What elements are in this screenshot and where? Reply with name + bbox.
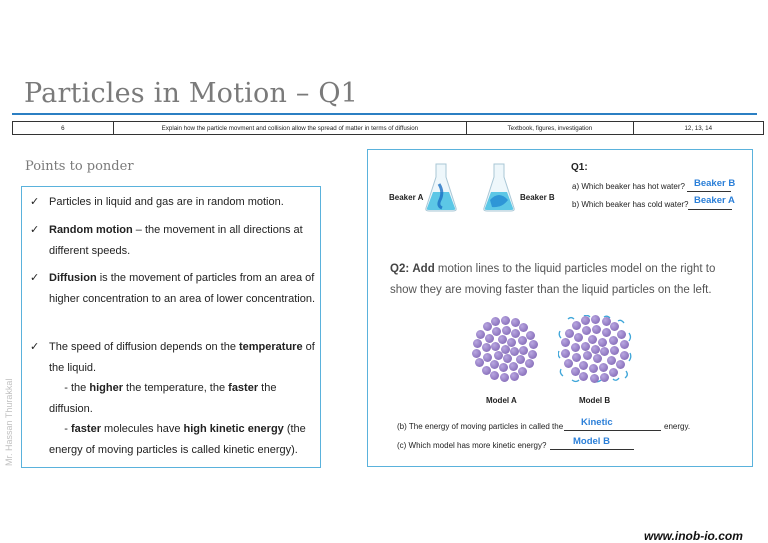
particle [526,331,535,340]
qb-answer-line [564,430,661,431]
qb-question: (b) The energy of moving particles in called the [397,422,564,431]
particle [501,316,510,325]
particle [473,339,482,348]
particle [581,316,590,325]
q2-prompt: Q2: Add motion lines to the liquid particles model on the right to show they are moving faster than the liquid particles on the left. [390,263,716,296]
particle [490,360,499,369]
particle [472,349,481,358]
particle [482,343,491,352]
objective-number: 6 [13,122,114,134]
q1a-answer-line [687,191,731,192]
qc-question: (c) Which model has more kinetic energy? [397,441,547,450]
checkmark-icon: ✓ [30,195,40,208]
particle [561,349,570,358]
particle [500,373,509,382]
particle [565,329,574,338]
particle [529,340,538,349]
q1b-answer: Beaker A [694,195,735,206]
particle [483,322,492,331]
objective-table [12,121,764,135]
points-heading: Points to ponder [25,159,134,174]
q1b-answer-line [688,209,732,210]
particle [564,359,573,368]
particle [502,326,511,335]
qc-answer-line [550,449,634,450]
particle [588,335,597,344]
particle [598,338,607,347]
beaker-a-label: Beaker A [389,193,424,202]
beaker-a-flask-icon [424,162,458,212]
particle [518,336,527,345]
particle [490,371,499,380]
author-watermark: Mr. Hassan Thurakkal [4,378,14,466]
particle [507,338,516,347]
particle [528,350,537,359]
model-a-particles [474,318,536,380]
site-watermark: www.inob-io.com [644,529,743,543]
particle [525,359,534,368]
particle [498,335,507,344]
particle [600,373,609,382]
point-item: ✓ Particles in liquid and gas are in random motion. [30,192,316,213]
particle [510,372,519,381]
particle [518,367,527,376]
particle [602,317,611,326]
questions-box [367,149,753,467]
particle [516,355,525,364]
q1b-question: b) Which beaker has cold water? [572,200,689,209]
particle [503,354,512,363]
q1a-question: a) Which beaker has hot water? [572,182,685,191]
q1-label: Q1: [571,162,588,173]
q1a-answer: Beaker B [694,178,736,189]
particle [519,346,528,355]
particle [620,351,629,360]
particle [571,343,580,352]
point-keyword: Random motion [49,224,133,236]
sub-point: - faster molecules have high kinetic energy (the energy of moving particles is called kinetic energy). [49,423,306,456]
particle [593,354,602,363]
point-keyword: Diffusion [49,272,97,284]
particle [609,336,618,345]
particle [475,358,484,367]
particle [509,362,518,371]
particle [592,325,601,334]
point-item: ✓ The speed of diffusion depends on the temperature of the liquid. - the higher the temperature, the faster the diffusion. - faster molecules have high kinetic energy (the energy of moving particles is called kinetic energy). [30,337,316,460]
checkmark-icon: ✓ [30,340,40,353]
particle [494,351,503,360]
objective-resources: Textbook, figures, investigation [467,122,633,134]
particle [602,328,611,337]
points-box [21,186,321,468]
checkmark-icon: ✓ [30,271,40,284]
beaker-b-flask-icon [482,162,516,212]
model-a-label: Model A [486,396,517,405]
particle [485,334,494,343]
particle [572,321,581,330]
particle [491,317,500,326]
objective-text: Explain how the particle movment and collision allow the spread of matter in terms of diffusion [114,122,468,134]
particle [571,367,580,376]
particle [599,363,608,372]
particle [499,363,508,372]
slide-title: Particles in Motion – Q1 [24,78,359,109]
particle [591,315,600,324]
model-b-particles [558,315,632,383]
model-b-label: Model B [579,396,611,405]
particle [476,330,485,339]
point-item: ✓ Random motion – the movement in all directions at different speeds. [30,220,316,261]
checkmark-icon: ✓ [30,223,40,236]
objective-pages: 12, 13, 14 [684,125,713,132]
beaker-b-label: Beaker B [520,193,555,202]
point-item: ✓ Diffusion is the movement of particles from an area of higher concentration to an area of lower concentration. [30,268,316,309]
particle [591,345,600,354]
qb-answer: Kinetic [581,417,613,428]
particle [482,366,491,375]
particle [607,356,616,365]
sub-point: - the higher the temperature, the faster the diffusion. [49,382,277,415]
qb-suffix: energy. [664,422,691,431]
qc-answer: Model B [573,436,610,447]
title-underline [12,113,757,115]
